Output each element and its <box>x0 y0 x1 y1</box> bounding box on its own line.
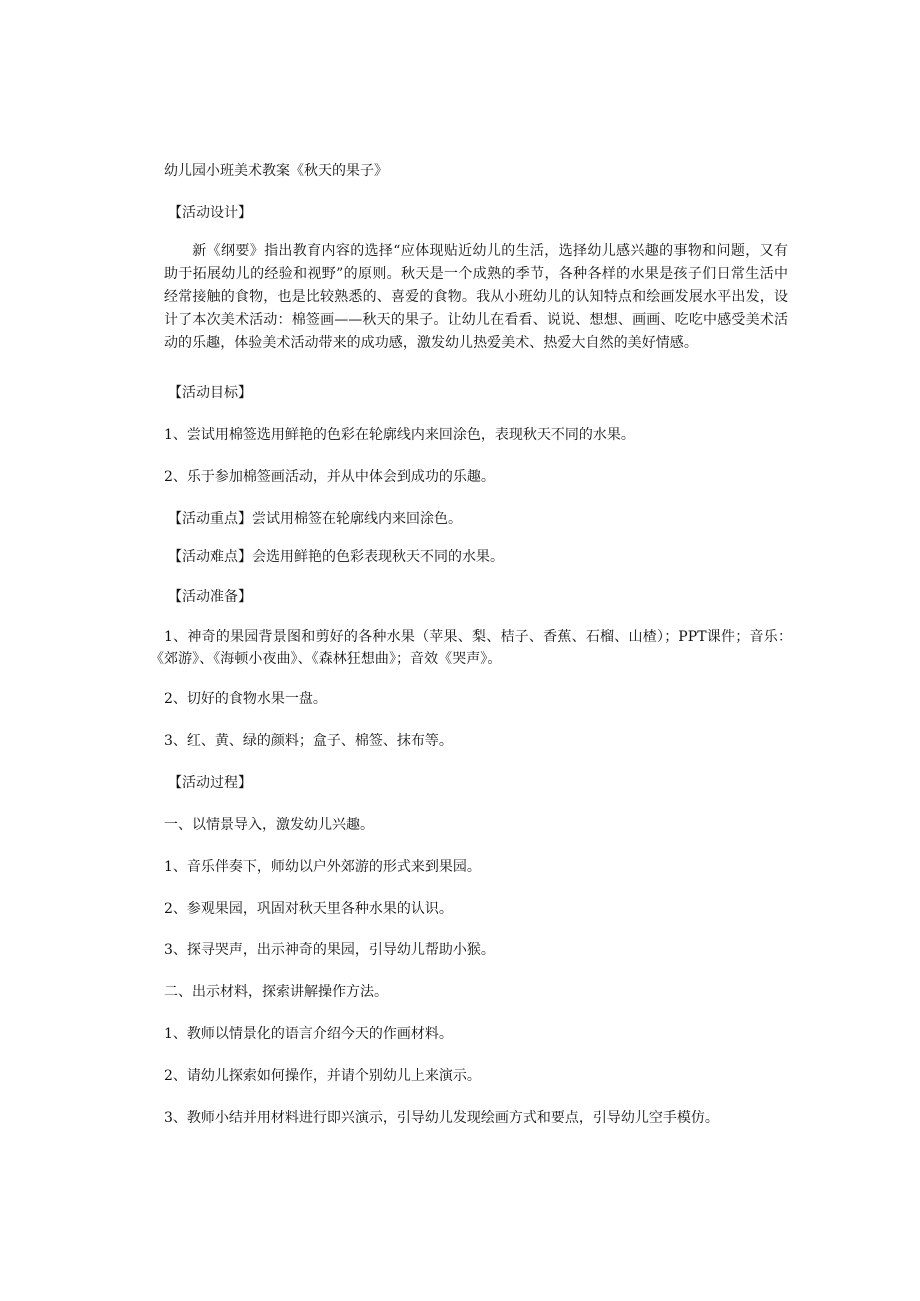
difficulty-point: 【活动难点】会选用鲜艳的色彩表现秋天不同的水果。 <box>168 549 504 565</box>
document-title: 幼儿园小班美术教案《秋天的果子》 <box>164 163 388 179</box>
step-one-item-1: 1、音乐伴奏下，师幼以户外郊游的形式来到果园。 <box>164 859 481 875</box>
step-two-item-1: 1、教师以情景化的语言介绍今天的作画材料。 <box>164 1026 453 1042</box>
goal-item-2: 2、乐于参加棉签画活动，并从中体会到成功的乐趣。 <box>164 469 495 485</box>
step-two-heading: 二、出示材料，探索讲解操作方法。 <box>164 984 388 1000</box>
step-one-heading: 一、以情景导入，激发幼儿兴趣。 <box>164 817 374 833</box>
goal-item-1: 1、尝试用棉签选用鲜艳的色彩在轮廓线内来回涂色，表现秋天不同的水果。 <box>164 427 635 443</box>
design-heading: 【活动设计】 <box>168 205 252 221</box>
prep-item-2: 2、切好的食物水果一盘。 <box>164 691 327 707</box>
key-point: 【活动重点】尝试用棉签在轮廓线内来回涂色。 <box>168 511 462 527</box>
prep-heading: 【活动准备】 <box>168 589 252 605</box>
prep-item-3: 3、红、黄、绿的颜料；盒子、棉签、抹布等。 <box>164 733 453 749</box>
process-heading: 【活动过程】 <box>168 775 252 791</box>
step-two-item-2: 2、请幼儿探索如何操作，并请个别幼儿上来演示。 <box>164 1068 481 1084</box>
goals-heading: 【活动目标】 <box>168 385 252 401</box>
step-one-item-3: 3、探寻哭声，出示神奇的果园，引导幼儿帮助小猴。 <box>164 942 495 958</box>
prep-item-1: 1、神奇的果园背景图和剪好的各种水果（苹果、梨、桔子、香蕉、石榴、山楂）；PPT课件；音乐：《郊游》、《海顿小夜曲》、《森林狂想曲》；音效《哭声》。 <box>150 629 792 667</box>
step-two-item-3: 3、教师小结并用材料进行即兴演示，引导幼儿发现绘画方式和要点，引导幼儿空手模仿。 <box>164 1110 719 1126</box>
design-paragraph: 新《纲要》指出教育内容的选择“应体现贴近幼儿的生活，选择幼儿感兴趣的事物和问题，又有助于拓展幼儿的经验和视野”的原则。秋天是一个成熟的季节，各种各样的水果是孩子们日常生活中经常接触的食物，也是比较熟悉的、喜爱的食物。我从小班幼儿的认知特点和绘画发展水平出发，设计了本次美术活动：棉签画——秋天的果子。让幼儿在看看、说说、想想、画画、吃吃中感受美术活动的乐趣，体验美术活动带来的成功感，激发幼儿热爱美术、热爱大自然的美好情感。 <box>164 243 788 351</box>
step-one-item-2: 2、参观果园，巩固对秋天里各种水果的认识。 <box>164 901 453 917</box>
